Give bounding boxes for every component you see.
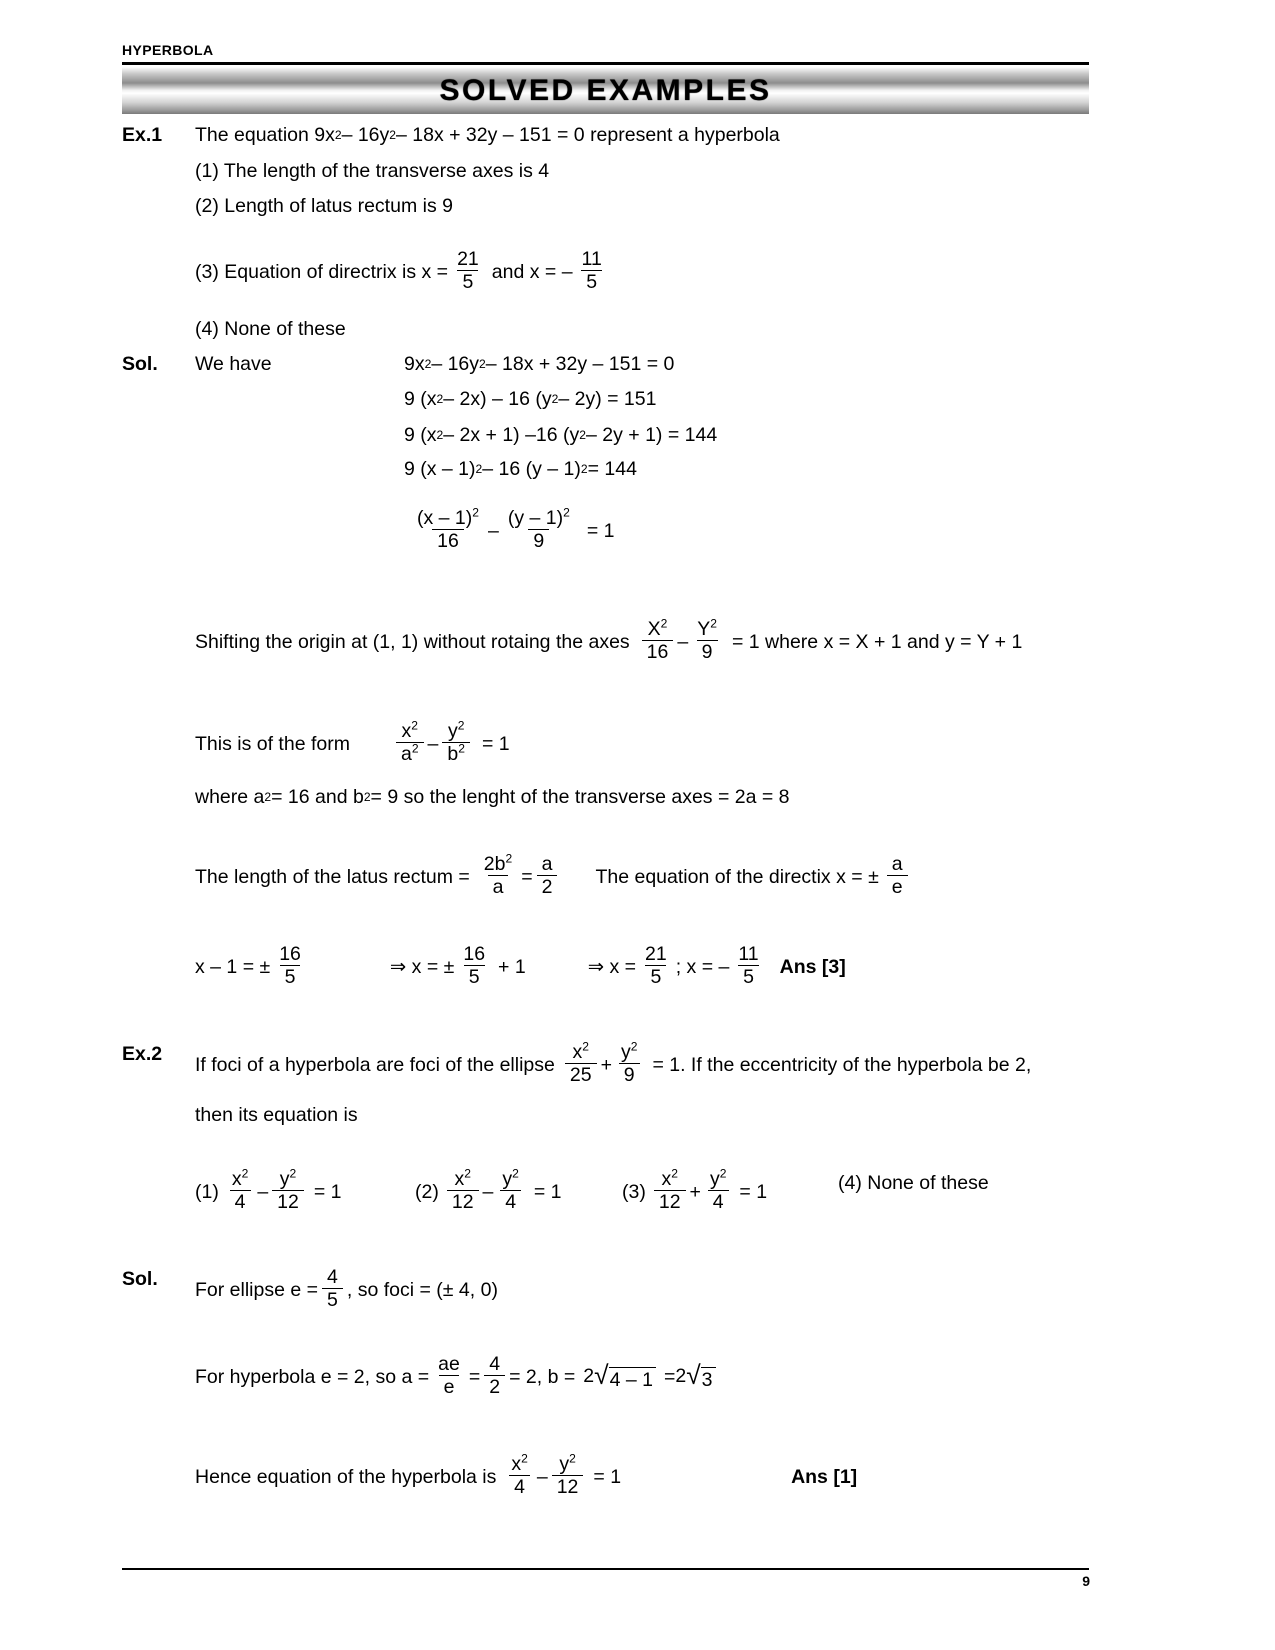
solution-2-label: Sol. [122, 1268, 158, 1290]
example-1-statement: The equation 9x 2 – 16y 2 – 18x + 32y – 151 = 0 represent a hyperbola [195, 124, 780, 146]
example-1-option-4: (4) None of these [195, 318, 346, 340]
option-1-operator: – [257, 1180, 269, 1203]
solution-1-label: Sol. [122, 353, 158, 375]
radicand-2: 3 [701, 1367, 716, 1391]
latus-rectum-prefix: The length of the latus rectum = [195, 865, 470, 888]
hyperbola-middle: = 2, b = [509, 1365, 576, 1388]
fraction-x-sq-over-4-final: $\frac{x^2}{4}$ [506, 1454, 532, 1498]
fraction-x-sq-over-12-opt2: $\frac{x^2}{12}$ [447, 1169, 479, 1213]
sqrt-3 [675, 1359, 715, 1391]
fraction-x-sq-over-25: $\frac{x^2}{25}$ [565, 1042, 597, 1086]
solution-1-where-line: where a 2 = 16 and b 2 = 9 so the lenght of the transverse axes = 2a = 8 [195, 786, 790, 808]
fraction-y-sq-over-12-final: $\frac{y^2}{12}$ [552, 1454, 584, 1498]
fraction-4-over-2: $\frac{4}{2}$ [484, 1354, 505, 1398]
shift-tail: = 1 where x = X + 1 and y = Y + 1 [731, 630, 1023, 653]
fraction-x-sq-over-12-opt3: $\frac{x^2}{12}$ [654, 1169, 686, 1213]
solution-1-equation-1: 9x 2 – 16y 2 – 18x + 32y – 151 = 0 [404, 353, 675, 375]
ellipse-tail: , so foci = (± 4, 0) [346, 1278, 498, 1301]
solution-2-hyperbola-line [195, 1355, 716, 1399]
fraction-y-sq-over-9-ellipse: $\frac{y^2}{9}$ [616, 1042, 642, 1086]
chapter-header: HYPERBOLA [122, 42, 214, 58]
fraction-x-sq-over-4-opt1: $\frac{x^2}{4}$ [227, 1169, 253, 1213]
final-2-prefix: ⇒ x = ± [389, 955, 455, 978]
final-2-tail: + 1 [498, 955, 526, 978]
example-1-option-2: (2) Length of latus rectum is 9 [195, 195, 453, 217]
fraction-16-over-5-a: $\frac{16}{5}$ [279, 943, 301, 989]
example-2-option-4: (4) None of these [838, 1172, 989, 1194]
fraction-a-over-2: $\frac{a}{2}$ [537, 854, 558, 898]
option-1-tail: = 1 [313, 1180, 342, 1203]
header-divider [122, 62, 1089, 65]
hence-operator: – [536, 1465, 548, 1488]
fraction-11-over-5: $\frac{11}{5}$ [581, 248, 602, 294]
equation-5-tail: = 1 [586, 519, 615, 542]
fraction-x-sq-over-a-sq: $\frac{x^2}{a^2}$ [396, 721, 424, 765]
equation-5-operator: – [487, 519, 499, 542]
page-number: 9 [1082, 1573, 1090, 1589]
solution-2-ellipse-line [195, 1268, 498, 1312]
fraction-a-over-e: $\frac{a}{e}$ [887, 854, 908, 898]
fraction-y-sq-over-4-opt3: $\frac{y^2}{4}$ [705, 1169, 731, 1213]
fraction-y-sq-over-b-sq: $\frac{y^2}{b^2}$ [442, 721, 470, 765]
section-banner [122, 67, 1089, 114]
hyperbola-prefix: For hyperbola e = 2, so a = [195, 1365, 430, 1388]
directrix-prefix: The equation of the directix x = ± [595, 865, 879, 888]
fraction-X-sq-over-16: $\frac{X^2}{16}$ [642, 619, 674, 663]
example-2-option-2 [415, 1166, 562, 1214]
example-1-answer: Ans [3] [779, 955, 846, 978]
sqrt-coefficient-2: 2 [675, 1364, 687, 1387]
hyperbola-equals: = [468, 1365, 481, 1388]
example-2-statement-tail: = 1. If the eccentricity of the hyperbola be 2, [652, 1053, 1032, 1076]
example-2-option-3 [622, 1166, 768, 1214]
option-3-tail: = 1 [739, 1180, 768, 1203]
solution-1-form-line [195, 718, 510, 766]
fraction-Y-sq-over-9: $\frac{Y^2}{9}$ [697, 616, 717, 664]
solution-1-equation-4: 9 (x – 1) 2 – 16 (y – 1) 2 = 144 [404, 458, 637, 480]
example-2-option-1 [195, 1166, 342, 1214]
option-3-label: (3) [622, 1180, 646, 1203]
shift-prefix: Shifting the origin at (1, 1) without rotaing the axes [195, 630, 630, 653]
ellipse-prefix: For ellipse e = [195, 1278, 319, 1301]
banner-title: SOLVED EXAMPLES [439, 73, 772, 107]
fraction-2b-sq-over-a: $\frac{2b^2}{a}$ [483, 851, 513, 899]
example-2-label: Ex.2 [122, 1043, 163, 1065]
option-3-prefix: (3) Equation of directrix is x = [195, 260, 449, 283]
fraction-4-over-5: $\frac{4}{5}$ [322, 1267, 343, 1311]
fraction-21-over-5-b: $\frac{21}{5}$ [645, 943, 667, 989]
option-2-operator: – [482, 1180, 494, 1203]
shift-operator: – [677, 630, 689, 653]
solution-1-equation-5 [408, 505, 615, 553]
fraction-ae-over-e: $\frac{ae}{e}$ [438, 1353, 460, 1399]
option-2-label: (2) [415, 1180, 439, 1203]
solution-1-latus-rectum-line [195, 851, 912, 899]
solution-1-equation-2: 9 (x 2 – 2x) – 16 (y 2 – 2y) = 151 [404, 388, 657, 410]
example-2-statement-line2: then its equation is [195, 1104, 358, 1126]
sqrt-coefficient-1: 2 [583, 1364, 595, 1387]
fraction-y-sq-over-4-opt2: $\frac{y^2}{4}$ [497, 1169, 523, 1213]
example-2-statement-operator: + [600, 1053, 612, 1076]
hyperbola-equals-2: = [663, 1365, 676, 1388]
radical-symbol-1: √ [594, 1359, 609, 1390]
form-tail: = 1 [481, 732, 510, 755]
hence-prefix: Hence equation of the hyperbola is [195, 1465, 497, 1488]
option-2-tail: = 1 [533, 1180, 562, 1203]
hence-tail: = 1 [593, 1465, 622, 1488]
form-prefix: This is of the form [195, 732, 350, 755]
sqrt-4-minus-1 [583, 1359, 656, 1391]
radicand-1: 4 – 1 [609, 1367, 656, 1391]
option-1-label: (1) [195, 1180, 219, 1203]
footer-divider [122, 1568, 1089, 1570]
option-3-operator: + [689, 1180, 701, 1203]
fraction-x-minus-1-sq-over-16: $\frac{(x - 1)^2}{16}$ [417, 505, 479, 553]
example-2-statement [195, 1039, 1032, 1087]
fraction-21-over-5: $\frac{21}{5}$ [457, 248, 479, 294]
solution-1-we-have: We have [195, 353, 272, 375]
radical-symbol-2: √ [686, 1359, 701, 1390]
example-1-option-3 [195, 250, 611, 294]
solution-1-shift-line [195, 616, 1023, 664]
example-2-answer: Ans [1] [791, 1465, 858, 1488]
form-operator: – [427, 732, 439, 755]
latus-rectum-equals: = [521, 865, 533, 888]
example-2-statement-prefix: If foci of a hyperbola are foci of the ellipse [195, 1053, 555, 1076]
solution-1-final-line [195, 945, 846, 989]
final-3-prefix: ⇒ x = [587, 955, 637, 978]
solution-2-hence-line [195, 1451, 858, 1499]
example-1-option-1: (1) The length of the transverse axes is 4 [195, 160, 550, 182]
final-3-middle: ; x = – [675, 955, 730, 978]
solution-1-equation-3: 9 (x 2 – 2x + 1) –16 (y 2 – 2y + 1) = 144 [404, 424, 718, 446]
fraction-16-over-5-b: $\frac{16}{5}$ [463, 943, 486, 989]
fraction-y-minus-1-sq-over-9: $\frac{(y - 1)^2}{9}$ [507, 505, 570, 553]
example-1-label: Ex.1 [122, 124, 163, 146]
final-1-prefix: x – 1 = ± [195, 955, 271, 978]
fraction-y-sq-over-12-opt1: $\frac{y^2}{12}$ [272, 1169, 304, 1213]
option-3-middle: and x = – [491, 260, 573, 283]
fraction-11-over-5-b: $\frac{11}{5}$ [738, 943, 759, 989]
